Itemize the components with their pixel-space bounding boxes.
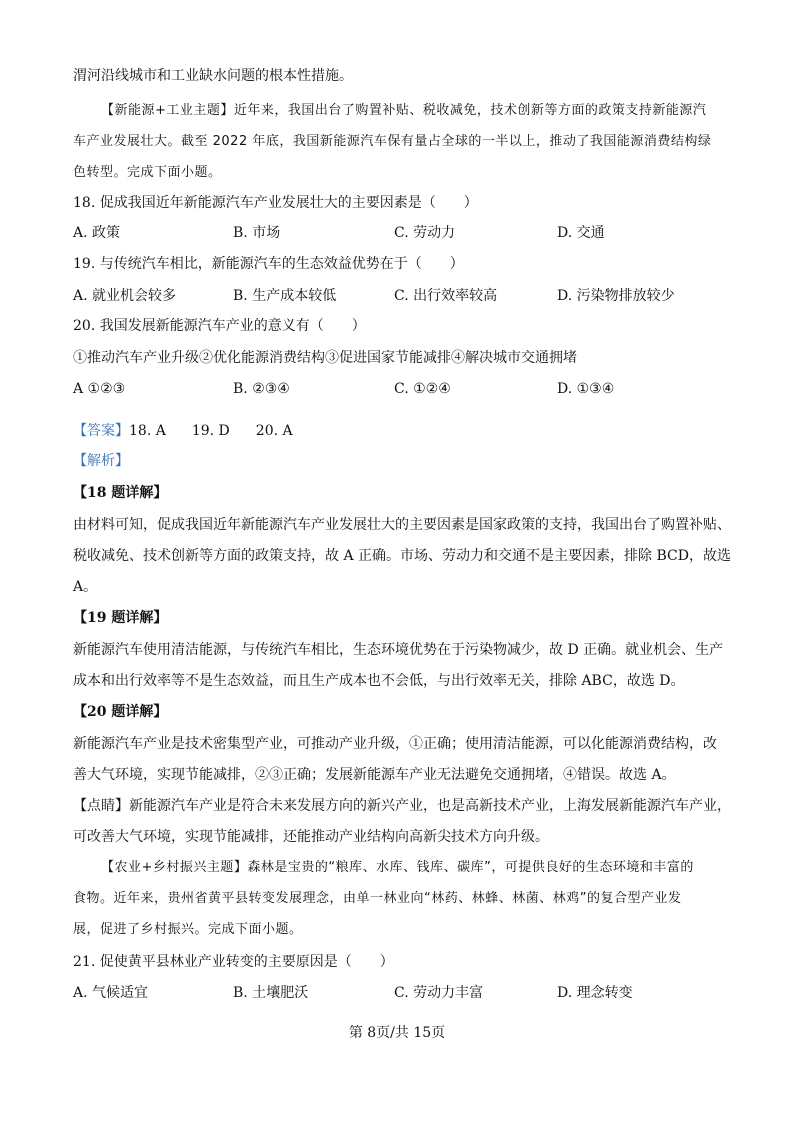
material-1-line-3: 色转型。完成下面小题。 — [73, 165, 222, 180]
detail-18-line-1: 由材料可知，促成我国近年新能源汽车产业发展壮大的主要因素是国家政策的支持，我国出台了购置补贴、 — [73, 517, 731, 533]
answer-row — [73, 421, 293, 441]
option-c: C. 劳动力 — [394, 225, 456, 241]
question-18: 18. 促成我国近年新能源汽车产业发展壮大的主要因素是（ ） — [73, 195, 478, 211]
option-a: A. 政策 — [73, 225, 121, 241]
question-19: 19. 与传统汽车相比，新能源汽车的生态效益优势在于（ ） — [73, 256, 464, 272]
option-b: B. ②③④ — [233, 381, 290, 397]
detail-20-line-2: 善大气环境，实现节能减排，②③正确；发展新能源车产业无法避免交通拥堵，④错误。故选 A。 — [73, 767, 676, 783]
detail-18-line-3: A。 — [73, 579, 98, 595]
material-2-line-1: 【农业+乡村振兴主题】森林是宝贵的“粮库、水库、钱库、碳库”，可提供良好的生态环境和丰富的 — [101, 860, 694, 875]
page-number: 第 8页/共 15页 — [348, 1025, 446, 1041]
analysis-label: 【解析】 — [73, 453, 129, 469]
detail-20-line-1: 新能源汽车产业是技术密集型产业，可推动产业升级，①正确；使用清洁能源，可以化能源消费结构，改 — [73, 736, 717, 752]
material-2-line-2: 食物。近年来，贵州省黄平县转变发展理念，由单一林业向“林药、林蜂、林菌、林鸡”的复合型产业发 — [73, 891, 682, 906]
option-d: D. 污染物排放较少 — [557, 288, 675, 304]
material-1-line-1: 【新能源+工业主题】近年来，我国出台了购置补贴、税收减免，技术创新等方面的政策支持新能源汽 — [101, 103, 707, 118]
detail-18-heading: 【18 题详解】 — [73, 485, 168, 501]
option-a: A. 气候适宜 — [73, 985, 149, 1001]
detail-19-line-1: 新能源汽车使用清洁能源，与传统汽车相比，生态环境优势在于污染物减少，故 D 正确。就业机会、生产 — [73, 642, 724, 658]
option-c: C. 劳动力丰富 — [394, 985, 484, 1001]
answer-18: 18. A — [129, 423, 166, 439]
material-2-line-3: 展，促进了乡村振兴。完成下面小题。 — [73, 922, 303, 937]
material-1-line-2: 车产业发展壮大。截至 2022 年底，我国新能源汽车保有量占全球的一半以上，推动了我国能源消费结构绿 — [73, 134, 712, 149]
option-c: C. ①②④ — [394, 381, 451, 397]
answer-label: 【答案】 — [73, 423, 129, 439]
option-d: D. 理念转变 — [557, 985, 633, 1001]
option-d: D. 交通 — [557, 225, 605, 241]
option-a: A. 就业机会较多 — [73, 288, 177, 304]
option-b: B. 市场 — [233, 225, 281, 241]
option-c: C. 出行效率较高 — [394, 288, 498, 304]
option-b: B. 土壤肥沃 — [233, 985, 309, 1001]
detail-19-heading: 【19 题详解】 — [73, 610, 168, 626]
question-20-statements: ①推动汽车产业升级②优化能源消费结构③促进国家节能减排④解决城市交通拥堵 — [73, 350, 577, 366]
answer-19: 19. D — [191, 423, 230, 439]
key-point-line-1: 【点睛】新能源汽车产业是符合未来发展方向的新兴产业，也是高新技术产业，上海发展新能源汽车产业， — [73, 798, 731, 814]
detail-18-line-2: 税收减免、技术创新等方面的政策支持，故 A 正确。市场、劳动力和交通不是主要因素，排除 BCD，故选 — [73, 548, 731, 564]
option-b: B. 生产成本较低 — [233, 288, 337, 304]
question-20: 20. 我国发展新能源汽车产业的意义有（ ） — [73, 318, 366, 334]
detail-20-heading: 【20 题详解】 — [73, 704, 168, 720]
answer-20: 20. A — [255, 423, 293, 439]
material-tail: 渭河沿线城市和工业缺水问题的根本性措施。 — [73, 68, 353, 84]
detail-19-line-2: 成本和出行效率等不是生态效益，而且生产成本也不会低，与出行效率无关，排除 ABC，故选 D。 — [73, 673, 685, 689]
question-21: 21. 促使黄平县林业产业转变的主要原因是（ ） — [73, 954, 394, 970]
option-d: D. ①③④ — [557, 381, 615, 397]
option-a: A ①②③ — [73, 381, 126, 397]
key-point-line-2: 可改善大气环境，实现节能减排，还能推动产业结构向高新尖技术方向升级。 — [73, 829, 549, 845]
